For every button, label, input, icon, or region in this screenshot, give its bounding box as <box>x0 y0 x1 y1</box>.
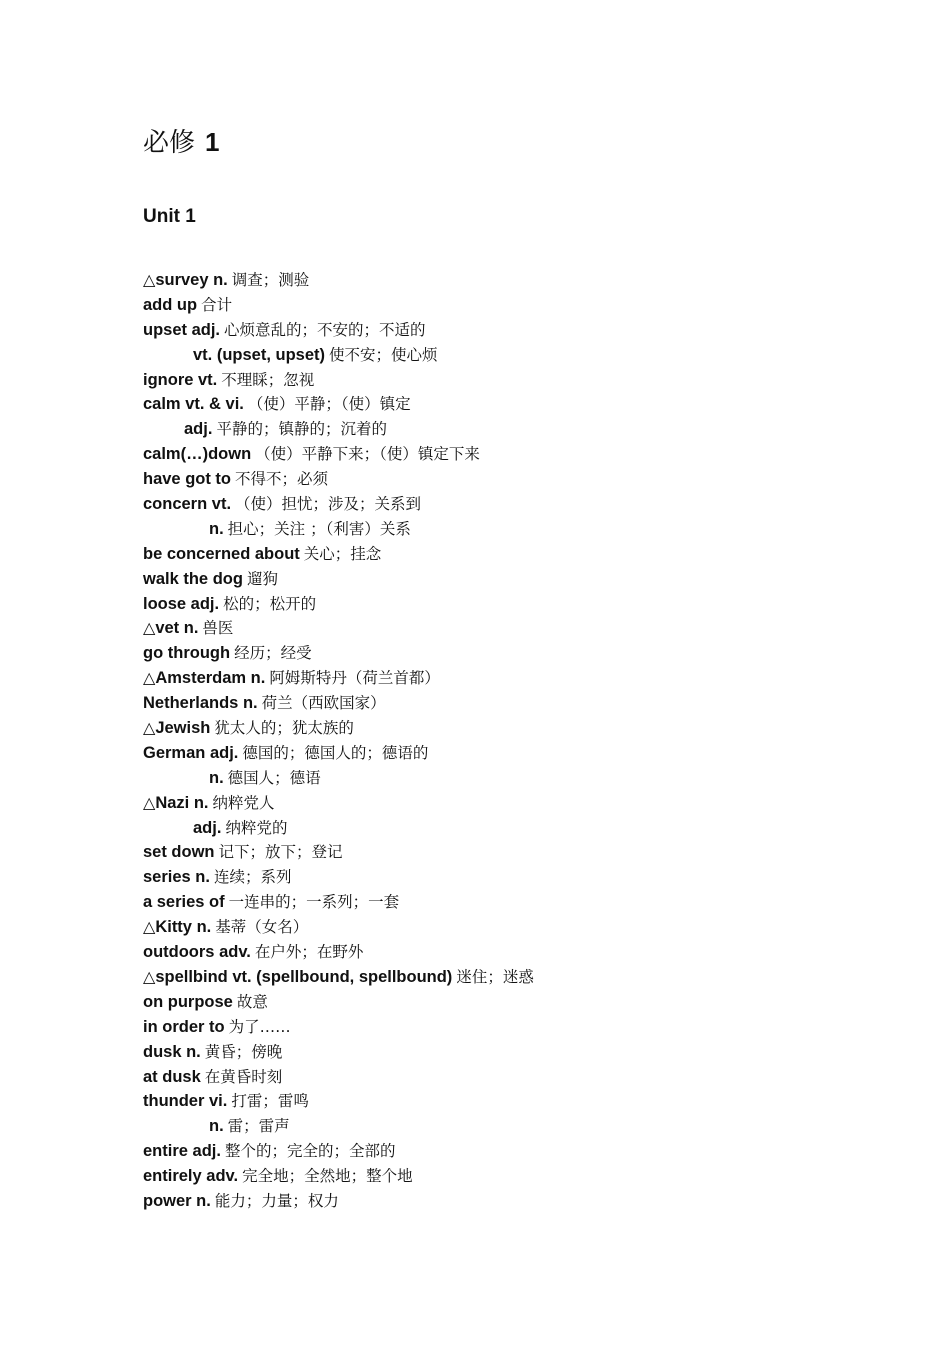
vocab-term: outdoors adv. <box>143 943 251 962</box>
vocab-definition: 德国人；德语 <box>227 768 321 787</box>
vocab-entry <box>143 542 923 567</box>
triangle-marker-icon: △ <box>143 718 156 738</box>
vocab-term: calm vt. & vi. <box>143 395 244 414</box>
vocab-entry <box>143 666 923 691</box>
vocab-entry <box>143 616 923 641</box>
vocab-definition: 使不安；使心烦 <box>329 345 438 364</box>
vocab-definition: 纳粹党的 <box>225 818 288 837</box>
vocab-definition: 遛狗 <box>246 569 278 588</box>
vocab-entry <box>143 1040 923 1065</box>
title-number: 1 <box>205 127 220 157</box>
vocab-entry <box>143 392 923 417</box>
vocab-definition: 完全地；全然地；整个地 <box>242 1167 413 1186</box>
vocab-entry <box>143 1114 923 1139</box>
vocab-term: German adj. <box>143 743 239 762</box>
vocab-definition: （使）平静下来；（使）镇定下来 <box>255 445 480 464</box>
vocabulary-list <box>143 268 923 1214</box>
vocab-entry <box>143 417 923 442</box>
vocab-entry <box>143 592 923 617</box>
vocab-term: n. <box>209 1117 224 1136</box>
vocab-entry <box>143 716 923 741</box>
triangle-marker-icon: △ <box>143 792 156 812</box>
page-title <box>143 122 219 159</box>
vocab-entry <box>143 467 923 492</box>
vocab-entry <box>143 293 923 318</box>
vocab-definition: 犹太人的；犹太族的 <box>214 719 354 738</box>
vocab-definition: 打雷；雷鸣 <box>231 1092 309 1111</box>
vocab-entry <box>143 840 923 865</box>
vocab-term: add up <box>143 295 198 314</box>
vocab-entry <box>143 1139 923 1164</box>
vocab-term: Jewish <box>155 719 211 738</box>
vocab-term: series n. <box>143 868 210 887</box>
triangle-marker-icon: △ <box>143 270 156 289</box>
vocab-definition: 记下；放下；登记 <box>218 843 343 862</box>
vocab-definition: 在黄昏时刻 <box>204 1067 283 1086</box>
vocab-term: upset adj. <box>143 320 221 339</box>
vocab-entry <box>143 940 923 965</box>
vocab-term: go through <box>143 644 231 663</box>
vocab-term: Nazi n. <box>155 793 209 812</box>
triangle-marker-icon: △ <box>143 966 156 986</box>
vocab-term: on purpose <box>143 992 233 1011</box>
vocab-term: ignore vt. <box>143 370 218 389</box>
vocab-definition: 德国的；德国人的；德语的 <box>242 743 429 762</box>
vocab-term: spellbind vt. (spellbound, spellbound) <box>155 967 453 986</box>
vocab-term: loose adj. <box>143 594 220 613</box>
vocab-definition: 松的；松开的 <box>223 594 317 613</box>
vocab-definition: 纳粹党人 <box>212 793 275 812</box>
vocab-definition: 调查；测验 <box>231 271 310 289</box>
vocab-definition: 在户外；在野外 <box>254 943 364 962</box>
vocab-definition: 基蒂（女名） <box>215 918 309 937</box>
vocab-term: entirely adv. <box>143 1167 239 1186</box>
vocab-definition: 心烦意乱的；不安的；不适的 <box>224 320 426 339</box>
vocab-entry <box>143 890 923 915</box>
vocab-term: have got to <box>143 470 232 489</box>
vocab-entry <box>143 791 923 816</box>
vocab-entry <box>143 1089 923 1114</box>
vocab-entry <box>143 1164 923 1189</box>
vocab-term: Kitty n. <box>155 918 212 937</box>
vocab-definition: 能力；力量；权力 <box>214 1191 339 1210</box>
vocab-term: adj. <box>193 818 222 837</box>
vocab-definition: 一连串的；一系列；一套 <box>228 893 400 912</box>
vocab-entry <box>143 517 923 542</box>
vocab-definition: 阿姆斯特丹（荷兰首都） <box>269 669 440 688</box>
vocab-entry <box>143 268 923 293</box>
vocab-entry <box>143 641 923 666</box>
vocab-entry <box>143 368 923 393</box>
vocab-definition: 合计 <box>201 295 233 314</box>
vocab-term: n. <box>209 768 224 787</box>
vocab-definition: 荷兰（西欧国家） <box>261 694 386 713</box>
vocab-term: vet n. <box>155 619 199 638</box>
vocab-term: adj. <box>184 420 213 439</box>
vocab-term: survey n. <box>155 271 228 289</box>
vocab-entry <box>143 816 923 841</box>
vocab-definition: 连续；系列 <box>213 868 292 887</box>
vocab-term: Netherlands n. <box>143 694 258 713</box>
vocab-definition: 兽医 <box>202 619 234 638</box>
vocab-definition: 平静的；镇静的；沉着的 <box>216 420 387 439</box>
vocab-entry <box>143 343 923 368</box>
vocab-entry <box>143 741 923 766</box>
triangle-marker-icon: △ <box>143 917 156 937</box>
vocab-entry <box>143 567 923 592</box>
vocab-entry <box>143 1065 923 1090</box>
vocab-term: thunder vi. <box>143 1092 228 1111</box>
vocab-entry <box>143 865 923 890</box>
vocab-entry <box>143 492 923 517</box>
title-text: 必修 <box>143 128 196 158</box>
triangle-marker-icon: △ <box>143 618 156 638</box>
vocab-term: Amsterdam n. <box>155 669 266 688</box>
vocab-entry <box>143 1015 923 1040</box>
vocab-definition: 经历；经受 <box>234 644 312 663</box>
vocab-term: a series of <box>143 893 225 912</box>
vocab-entry <box>143 1189 923 1214</box>
vocab-entry <box>143 442 923 467</box>
vocab-entry <box>143 915 923 940</box>
vocab-term: at dusk <box>143 1067 201 1086</box>
vocab-definition: 黄昏；傍晚 <box>204 1042 283 1061</box>
vocab-term: entire adj. <box>143 1142 221 1161</box>
vocab-definition: （使）平静；（使）镇定 <box>247 395 411 414</box>
vocab-definition: 为了…… <box>228 1017 291 1036</box>
vocab-term: calm(…)down <box>143 445 252 464</box>
triangle-marker-icon: △ <box>143 668 156 688</box>
vocab-definition: 雷；雷声 <box>227 1117 290 1136</box>
vocab-entry <box>143 318 923 343</box>
vocab-definition: 不理睬；忽视 <box>221 370 315 389</box>
vocab-definition: （使）担忧；涉及；关系到 <box>235 495 422 514</box>
vocab-definition: 整个的；完全的；全部的 <box>224 1142 396 1161</box>
vocab-definition: 不得不；必须 <box>235 470 329 489</box>
vocab-term: power n. <box>143 1191 211 1210</box>
vocab-term: n. <box>209 519 224 538</box>
vocab-entry <box>143 990 923 1015</box>
vocab-entry <box>143 965 923 990</box>
vocab-definition: 迷住；迷惑 <box>456 967 534 986</box>
vocab-term: dusk n. <box>143 1042 201 1061</box>
unit-heading: Unit 1 <box>143 206 196 227</box>
vocab-entry <box>143 766 923 791</box>
vocab-term: vt. (upset, upset) <box>193 345 326 364</box>
vocab-term: concern vt. <box>143 495 232 514</box>
vocab-definition: 故意 <box>236 992 268 1011</box>
vocab-term: in order to <box>143 1017 225 1036</box>
vocab-term: be concerned about <box>143 544 300 563</box>
vocab-term: walk the dog <box>143 569 243 588</box>
vocab-term: set down <box>143 843 215 862</box>
vocab-definition: 担心；关注 ；（利害）关系 <box>227 519 411 538</box>
vocab-definition: 关心；挂念 <box>303 544 382 563</box>
vocab-entry <box>143 691 923 716</box>
